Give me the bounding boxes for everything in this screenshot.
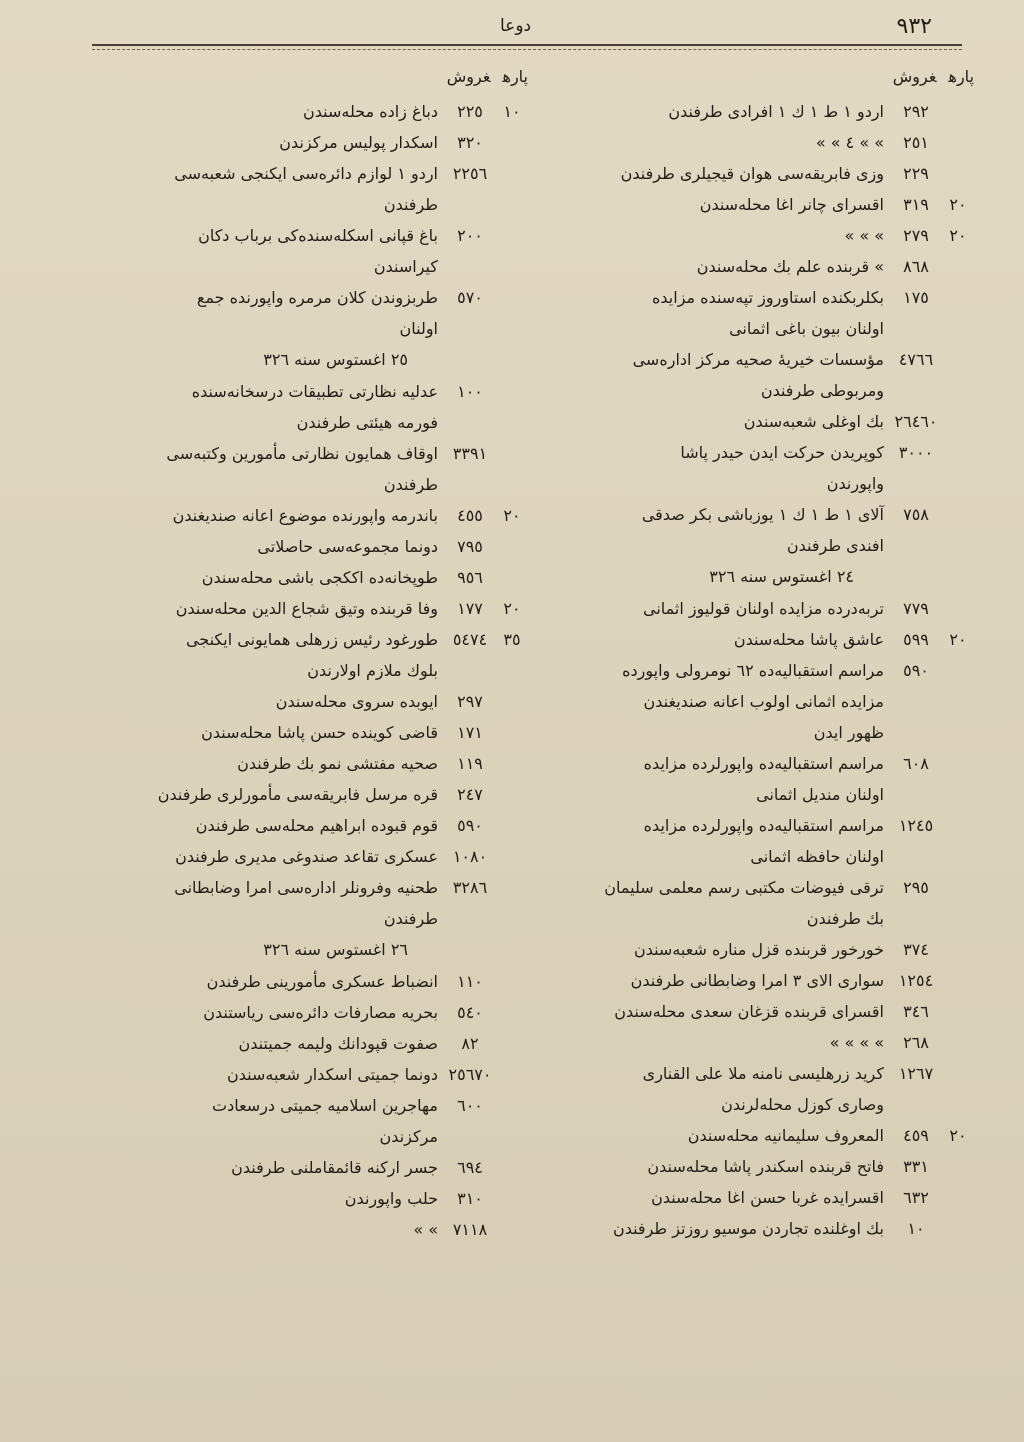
page-header [0, 14, 1024, 40]
entry-text: تربه‌درده مزايده اولنان قوليوز اثمانى [642, 599, 884, 618]
entry-text: بك اوغلى شعبه‌سندن [743, 412, 884, 431]
entry-text: دباغ زاده محله‌سندن [302, 102, 438, 121]
amount-gurus: ١٢٥٤ [898, 971, 934, 990]
entry-continuation: طرفندن [383, 909, 438, 928]
entry-text: قاضى كوينده حسن پاشا محله‌سندن [201, 723, 438, 742]
gurus-header: غروش [446, 67, 491, 86]
entry-text: فاتح قربنده اسكندر پاشا محله‌سندن [647, 1157, 884, 1176]
entry-text: اقسرايده غربا حسن اغا محله‌سندن [651, 1188, 884, 1207]
ledger-entry [88, 282, 528, 313]
amount-gurus: ٦٠٨ [903, 754, 929, 773]
ledger-entry [88, 779, 528, 810]
amount-gurus: ٥٩٠ [457, 816, 483, 835]
entry-continuation: ظهور ايدن [813, 723, 884, 742]
amount-para: ٣٥ [503, 630, 521, 649]
amount-gurus: ٧٩٥ [457, 537, 483, 556]
entry-text: عاشق پاشا محله‌سندن [733, 630, 884, 649]
ledger-entry [512, 127, 974, 158]
ledger-entry [512, 655, 974, 686]
amount-gurus: ١٠ [907, 1219, 925, 1238]
ledger-entry [512, 1027, 974, 1058]
ledger-entry [512, 158, 974, 189]
entry-continuation: طرفندن [383, 195, 438, 214]
amount-para: ٢٠ [503, 506, 521, 525]
entry-continuation: افندى طرفندن [786, 536, 884, 555]
entry-continuation: مزايده اثمانى اولوب اعانه صنديغندن [643, 692, 884, 711]
entry-continuation: واپورندن [826, 474, 884, 493]
entry-text: صحيه مفتشى نمو بك طرفندن [237, 754, 438, 773]
running-title: دوعا [500, 16, 532, 36]
amount-para: ٢٠ [949, 226, 967, 245]
entry-text: » » [413, 1220, 438, 1239]
entry-text: وفا قربنده وتيق شجاع الدين محله‌سندن [175, 599, 438, 618]
ledger-entry [88, 500, 528, 531]
para-header: پاره [502, 67, 528, 86]
column-header [512, 64, 974, 90]
ledger-entry [512, 282, 974, 313]
entry-text: مراسم استقباليه‌ده واپورلرده مزايده [643, 754, 884, 773]
entry-text: مؤسسات خيريهٔ صحيه مركز اداره‌سى [632, 350, 884, 369]
entry-continuation: اولنان حافظه اثمانى [750, 847, 884, 866]
amount-gurus: ١٢٤٥ [898, 816, 934, 835]
entry-continuation: مركزندن [379, 1127, 438, 1146]
para-header: پاره [948, 67, 974, 86]
amount-gurus: ٥٤٠ [457, 1003, 483, 1022]
amount-gurus: ٣١٩ [903, 195, 929, 214]
entry-text: دونما مجموعه‌سى حاصلاتى [257, 537, 438, 556]
entry-text: صفوت قپودانك وليمه جميتندن [238, 1034, 438, 1053]
amount-gurus: ٣٣٩١ [452, 444, 488, 463]
ledger-entry [88, 872, 528, 903]
amount-gurus: ٣٢٠ [457, 133, 483, 152]
entry-text: اقسراى چانر اغا محله‌سندن [699, 195, 884, 214]
amount-gurus: ٨٦٨ [903, 257, 929, 276]
entry-text: آلاى ١ ط ١ ك ١ يوزباشى بكر صدقى [641, 505, 884, 524]
entry-text: » » » [844, 226, 884, 245]
ledger-entry [512, 220, 974, 251]
ledger-entry [512, 996, 974, 1027]
date-heading: ٢٥ اغستوس سنه ٣٢٦ [263, 350, 408, 369]
entry-text: » » » » [829, 1033, 884, 1052]
amount-para: ٢٠ [949, 630, 967, 649]
ledger-entry [88, 1152, 528, 1183]
entry-text: طوپخانه‌ده اككجى باشى محله‌سندن [201, 568, 438, 587]
entry-text: باندرمه واپورنده موضوع اعانه صنديغندن [172, 506, 438, 525]
ledger-entry [88, 158, 528, 189]
amount-gurus: ٣٤٦ [903, 1002, 929, 1021]
amount-gurus: ٤٧٦٦ [898, 350, 934, 369]
amount-gurus: ٣١٠ [457, 1189, 483, 1208]
date-heading: ٢٤ اغستوس سنه ٣٢٦ [709, 567, 854, 586]
amount-gurus: ٣٧٤ [903, 940, 929, 959]
entry-continuation: اولنان منديل اثمانى [756, 785, 884, 804]
ledger-entry [512, 624, 974, 655]
entry-continuation: بك طرفندن [806, 909, 884, 928]
entry-continuation: بلوك ملازم اولارندن [307, 661, 438, 680]
page-number: ٩٣٢ [896, 14, 932, 39]
amount-gurus: ٧٧٩ [903, 599, 929, 618]
ledger-entry [512, 1182, 974, 1213]
amount-gurus: ١١٠ [457, 972, 483, 991]
ledger-entry [512, 1058, 974, 1089]
ledger-entry [88, 220, 528, 251]
ledger-entry [512, 872, 974, 903]
amount-gurus: ١٧٧ [457, 599, 483, 618]
amount-gurus: ٢٩٢ [903, 102, 929, 121]
entry-continuation: وصارى كوزل محله‌لرندن [721, 1095, 884, 1114]
entry-text: باغ قپانى اسكله‌سنده‌كى برباب دكان [198, 226, 438, 245]
entry-text: اوقاف همايون نظارتى مأمورين وكتبه‌سى [166, 444, 438, 463]
ledger-entry [512, 499, 974, 530]
ledger-entry [512, 96, 974, 127]
ledger-entry [512, 593, 974, 624]
amount-gurus: ٦٩٤ [457, 1158, 483, 1177]
entry-text: قره مرسل فابريقه‌سى مأمورلرى طرفندن [157, 785, 438, 804]
amount-gurus: ١١٩ [457, 754, 483, 773]
amount-gurus: ٢٦٨ [903, 1033, 929, 1052]
gurus-header: غروش [892, 67, 937, 86]
entry-text: مراسم استقباليه‌ده واپورلرده مزايده [643, 816, 884, 835]
ledger-entry [88, 686, 528, 717]
entry-continuation: اولنان [399, 319, 438, 338]
ledger-entry [512, 344, 974, 375]
entry-text: كريد زرهليسى نامنه ملا على القنارى [642, 1064, 884, 1083]
amount-gurus: ٢٩٥ [903, 878, 929, 897]
amount-para: ١٠ [503, 102, 521, 121]
entry-text: المعروف سليمانيه محله‌سندن [687, 1126, 884, 1145]
ledger-entry [512, 1213, 974, 1244]
amount-gurus: ٩٥٦ [457, 568, 483, 587]
ledger-entry [88, 1183, 528, 1214]
amount-gurus: ١٢٦٧ [898, 1064, 934, 1083]
ledger-entry [88, 531, 528, 562]
left-column [88, 64, 528, 1245]
entry-text: » قربنده علم بك محله‌سندن [696, 257, 884, 276]
entry-continuation: ومربوطى طرفندن [760, 381, 884, 400]
amount-gurus: ٢٦٤٦٠ [894, 412, 938, 431]
ledger-entry [512, 965, 974, 996]
entry-continuation: اولنان بيون باغى اثمانى [729, 319, 884, 338]
entry-text: خورخور قربنده قزل مناره شعبه‌سندن [633, 940, 884, 959]
amount-gurus: ١٧١ [457, 723, 483, 742]
amount-gurus: ٣٣١ [903, 1157, 929, 1176]
entry-text: قوم قبوده ابراهيم محله‌سى طرفندن [195, 816, 438, 835]
amount-gurus: ٢٢٥٦ [452, 164, 488, 183]
ledger-entry [512, 1120, 974, 1151]
entry-continuation: كيراسندن [373, 257, 438, 276]
entry-text: كوپريدن حركت ايدن حيدر پاشا [680, 443, 884, 462]
ledger-entry [88, 1059, 528, 1090]
entry-text: بحريه مصارفات دائره‌سى رياستندن [203, 1003, 438, 1022]
entry-text: طربزوندن كلان مرمره واپورنده جمع [196, 288, 438, 307]
amount-gurus: ٣٢٨٦ [452, 878, 488, 897]
ledger-entry [512, 437, 974, 468]
ledger-entry [88, 562, 528, 593]
ledger-entry [512, 810, 974, 841]
entry-text: بك اوغلنده تجاردن موسيو روزتز طرفندن [612, 1219, 884, 1238]
entry-text: اسكدار پوليس مركزندن [279, 133, 438, 152]
ledger-entry [512, 748, 974, 779]
entry-text: اردو ١ لوازم دائره‌سى ايكنجى شعبه‌سى [174, 164, 438, 183]
ledger-entry [88, 1214, 528, 1245]
amount-gurus: ٤٥٥ [457, 506, 483, 525]
ledger-entry [88, 810, 528, 841]
ledger-entry [512, 189, 974, 220]
ledger-entry [88, 624, 528, 655]
column-header [88, 64, 528, 90]
ledger-entry [88, 127, 528, 158]
amount-gurus: ٢٥١ [903, 133, 929, 152]
amount-para: ٢٠ [503, 599, 521, 618]
entry-continuation: فورمه هيئتى طرفندن [296, 413, 438, 432]
entry-text: طحنيه وفرونلر اداره‌سى امرا وضابطانى [174, 878, 438, 897]
amount-para: ٢٠ [949, 195, 967, 214]
ledger-entry [88, 1090, 528, 1121]
header-rule-dashed [92, 49, 962, 50]
ledger-entry [88, 748, 528, 779]
entry-text: بكلربكنده استاوروز تپه‌سنده مزايده [652, 288, 884, 307]
ledger-entry [512, 934, 974, 965]
right-column [512, 64, 974, 1244]
ledger-entry [512, 251, 974, 282]
entry-text: مهاجرين اسلاميه جميتى درسعادت [212, 1096, 438, 1115]
entry-text: عدليه نظارتى تطبيقات درسخانه‌سنده [191, 382, 438, 401]
amount-gurus: ٢٧٩ [903, 226, 929, 245]
amount-gurus: ٨٢ [461, 1034, 479, 1053]
amount-para: ٢٠ [949, 1126, 967, 1145]
amount-gurus: ٧١١٨ [452, 1220, 488, 1239]
ledger-entry [88, 593, 528, 624]
ledger-entry [88, 96, 528, 127]
entry-text: مراسم استقباليه‌ده ٦٢ نومرولى واپورده [622, 661, 884, 680]
amount-gurus: ٦٣٢ [903, 1188, 929, 1207]
header-rule [92, 44, 962, 46]
amount-gurus: ١٧٥ [903, 288, 929, 307]
amount-gurus: ٥٩٠ [903, 661, 929, 680]
amount-gurus: ٣٠٠٠ [898, 443, 934, 462]
entry-text: انضباط عسكرى مأمورينى طرفندن [206, 972, 438, 991]
ledger-entry [88, 997, 528, 1028]
amount-gurus: ٢٤٧ [457, 785, 483, 804]
amount-gurus: ٢٢٥ [457, 102, 483, 121]
amount-gurus: ١٠٨٠ [452, 847, 488, 866]
ledger-entry [88, 1028, 528, 1059]
entry-text: ترقى فيوضات مكتبى رسم معلمى سليمان [604, 878, 884, 897]
amount-gurus: ٧٥٨ [903, 505, 929, 524]
ledger-entry [88, 438, 528, 469]
entry-text: دونما جميتى اسكدار شعبه‌سندن [227, 1065, 438, 1084]
date-heading: ٢٦ اغستوس سنه ٣٢٦ [263, 940, 408, 959]
amount-gurus: ٤٥٩ [903, 1126, 929, 1145]
entry-text: اقسراى قربنده قزغان سعدى محله‌سندن [614, 1002, 884, 1021]
entry-text: وزى فابريقه‌سى هوان قيجيلرى طرفندن [620, 164, 884, 183]
ledger-entry [88, 376, 528, 407]
entry-text: » » ٤ » » [815, 133, 884, 152]
entry-text: جسر اركنه قائمقاملنى طرفندن [231, 1158, 438, 1177]
ledger-entry [88, 717, 528, 748]
entry-text: ايوبده سروى محله‌سندن [275, 692, 438, 711]
amount-gurus: ٢٥٦٧٠ [448, 1065, 492, 1084]
entry-text: سوارى الاى ٣ امرا وضابطانى طرفندن [630, 971, 884, 990]
amount-gurus: ١٠٠ [457, 382, 483, 401]
ledger-entry [512, 1151, 974, 1182]
entry-text: عسكرى تقاعد صندوغى مديرى طرفندن [175, 847, 438, 866]
amount-gurus: ٦٠٠ [457, 1096, 483, 1115]
ledger-entry [512, 406, 974, 437]
amount-gurus: ٥٤٧٤ [452, 630, 488, 649]
amount-gurus: ٢٩٧ [457, 692, 483, 711]
entry-continuation: طرفندن [383, 475, 438, 494]
amount-gurus: ٥٩٩ [903, 630, 929, 649]
amount-gurus: ٥٧٠ [457, 288, 483, 307]
entry-text: حلب واپورندن [344, 1189, 438, 1208]
entry-text: اردو ١ ط ١ ك ١ افرادى طرفندن [668, 102, 884, 121]
amount-gurus: ٢٢٩ [903, 164, 929, 183]
ledger-entry [88, 841, 528, 872]
ledger-entry [88, 966, 528, 997]
amount-gurus: ٢٠٠ [457, 226, 483, 245]
entry-text: طورغود رئيس زرهلى همايونى ايكنجى [185, 630, 438, 649]
